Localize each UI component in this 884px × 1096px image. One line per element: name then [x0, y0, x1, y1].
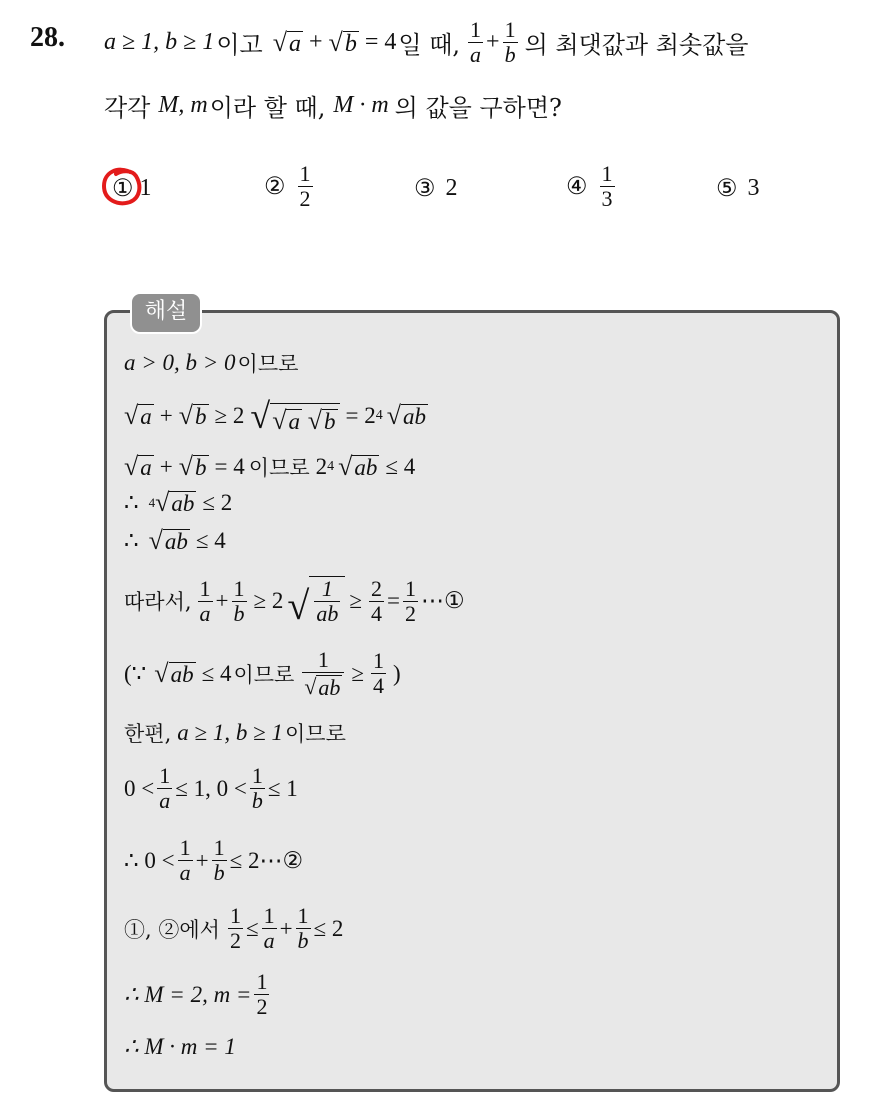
eq: = 4	[364, 29, 397, 55]
sol-line-7: (∵ √ ab ≤ 4 이므로 1 √ ab ≥ $\frac{1}{4}$ )	[124, 647, 401, 700]
sol-line-9: 0 < $\frac{1}{a}$ ≤ 1, 0 < $\frac{1}{b}$ ≤ 1	[124, 763, 298, 813]
choice-5[interactable]	[716, 174, 760, 203]
choice-fraction: $\frac{1}{3}$	[601, 161, 613, 211]
product: M · m	[333, 92, 389, 118]
choice-value: 1	[139, 175, 152, 201]
frac-1-b: $\frac{1}{b}$	[504, 17, 516, 67]
sqrt-a: √ a	[272, 27, 301, 57]
text: 일 때,	[398, 31, 461, 59]
sol-line-11: ①, ②에서 $\frac{1}{2}$ ≤ $\frac{1}{a}$ + $\frac{1}{b}$ ≤ 2	[124, 903, 344, 953]
sol-line-8: 한편, a ≥ 1, b ≥ 1 이므로	[124, 720, 346, 746]
choice-mark: ③	[414, 176, 436, 202]
sol-line-10: ∴ 0 < $\frac{1}{a}$ + $\frac{1}{b}$ ≤ 2⋯②	[124, 835, 304, 885]
text: 의 최댓값과 최솟값을	[524, 31, 749, 59]
choice-3[interactable]	[414, 174, 458, 203]
choice-fraction: $\frac{1}{2}$	[299, 161, 311, 211]
problem-number: 28.	[30, 22, 65, 53]
choice-value: 2	[445, 175, 458, 201]
sol-line-1: a > 0, b > 0 이므로	[124, 350, 299, 376]
sol-line-6: 따라서, $\frac{1}{a}$ + $\frac{1}{b}$ ≥ 2 √ $\frac{1}{ab}$ ≥ $\frac{2}{4}$ = $\frac{1}{2}$ ⋯①	[124, 575, 465, 628]
problem-line-2	[104, 88, 562, 123]
choice-4[interactable]	[566, 162, 618, 211]
choice-mark: ②	[264, 174, 286, 200]
choice-2[interactable]	[264, 162, 316, 211]
choice-mark: ①	[112, 176, 134, 202]
frac-1-a: $\frac{1}{a}$	[470, 17, 482, 67]
sol-line-4: ∴ 4 √ ab ≤ 2	[124, 488, 233, 517]
text: 이고	[216, 31, 263, 59]
condition: a ≥ 1, b ≥ 1	[104, 29, 215, 55]
sol-line-5: ∴ √ ab ≤ 4	[124, 526, 226, 555]
sol-line-13: ∴ M · m = 1	[124, 1034, 236, 1059]
problem-line-1: a ≥ 1, b ≥ 1 이고 √ a + √ b = 4 일 때, $\frac{1}{a}$ + $\frac{1}{b}$ 의 최댓값과 최솟값을	[104, 17, 749, 67]
text: 이라 할 때,	[209, 94, 326, 122]
solution-tag: 해설	[130, 292, 202, 334]
sol-line-3: √ a + √ b = 4 이므로 2 4 √ ab ≤ 4	[124, 452, 416, 481]
choice-mark: ⑤	[716, 176, 738, 202]
sol-line-12: ∴ M = 2, m = $\frac{1}{2}$	[124, 969, 268, 1019]
vars: M, m	[158, 92, 208, 118]
sol-line-2: √ a + √ b ≥ 2 √ √ a √ b = 2 4 √ ab	[124, 396, 427, 436]
choice-value: 3	[747, 175, 760, 201]
answer-circle-mark	[100, 166, 144, 208]
text: 각각	[104, 94, 151, 122]
text: 의 값을 구하면?	[394, 94, 562, 122]
sqrt-b: √ b	[328, 27, 357, 57]
choice-mark: ④	[566, 174, 588, 200]
